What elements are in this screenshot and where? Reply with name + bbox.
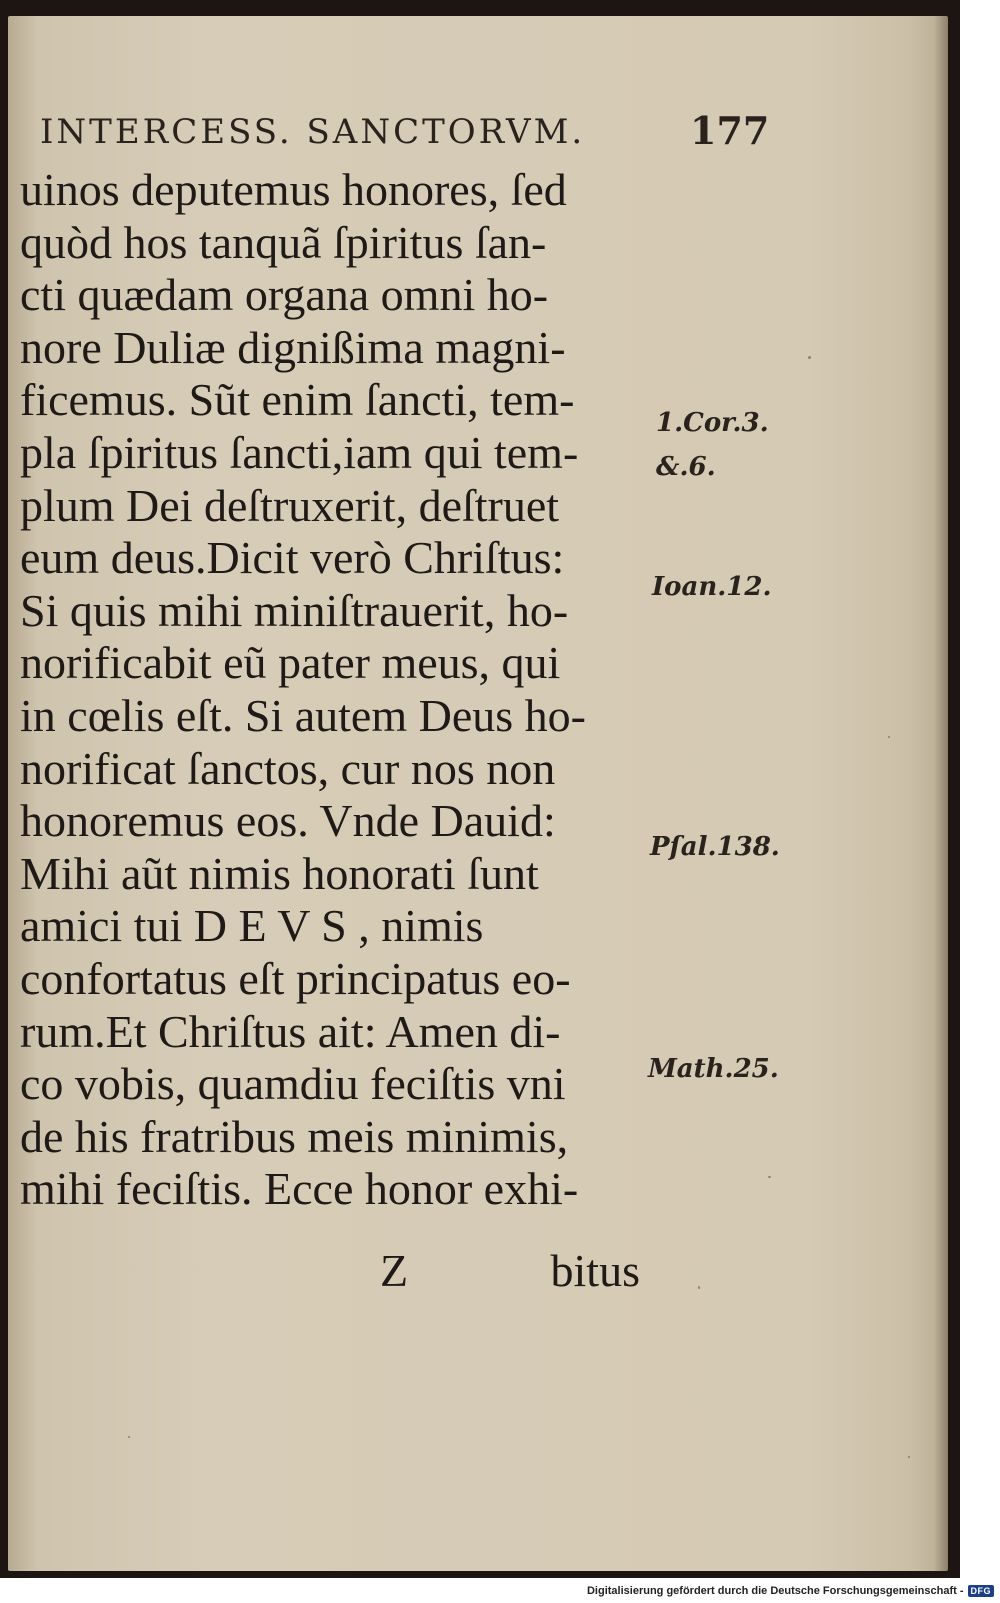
text-line: norificat ſanctos, cur nos non [20,742,556,794]
text-line: co vobis, quamdiu feciſtis vni [20,1058,566,1110]
funding-credit-text: Digitalisierung gefördert durch die Deutsche Forschungsgemeinschaft - [586,1585,964,1597]
text-line: nore Duliæ dignißima magni- [20,321,566,373]
text-line: plum Dei deſtruxerit, deſtruet [20,479,560,531]
marginal-note: Pſal.138. [650,832,780,862]
text-line: pla ſpiritus ſancti,iam qui tem- [20,426,579,478]
text-line: de his fratribus meis minimis, [20,1110,569,1162]
body-text [20,164,660,1216]
marginal-note: &.6. [656,452,716,482]
page-edge-shadow [934,16,948,1571]
page-number: 177 [690,108,770,153]
text-line: honoremus eos. Vnde Dauid: [20,795,556,847]
text-line: eum deus.Dicit verò Chriſtus: [20,532,565,584]
text-line: in cœlis eſt. Si autem Deus ho- [20,689,586,741]
text-line: confortatus eſt principatus eo- [20,952,571,1004]
text-line: ficemus. Sũt enim ſancti, tem- [20,374,575,426]
text-line: amici tui D E V S , nimis [20,900,484,952]
text-line: Mihi aũt nimis honorati ſunt [20,847,539,899]
text-line: quòd hos tanquã ſpiritus ſan- [20,216,547,268]
running-head [40,102,770,158]
text-line: mihi feciſtis. Ecce honor exhi- [20,1163,579,1215]
text-line: uinos deputemus honores, ſed [20,164,567,215]
catchword: bitus [550,1245,640,1296]
text-line: Si quis mihi miniſtrauerit, ho- [20,584,569,636]
running-head-title: INTERCESS. SANCTORVM. [40,112,586,152]
footer-credit [587,1583,994,1599]
marginal-note: 1.Cor.3. [656,408,769,438]
catchline [380,1244,660,1304]
text-line: norificabit eũ pater meus, qui [20,637,561,689]
marginal-note: Ioan.12. [652,572,772,602]
marginal-note: Math.25. [648,1054,779,1084]
text-line: rum.Et Chriſtus ait: Amen di- [20,1005,561,1057]
text-line: cti quædam organa omni ho- [20,269,549,321]
dfg-logo: DFG [968,1585,995,1597]
signature-mark: Z [380,1245,409,1296]
